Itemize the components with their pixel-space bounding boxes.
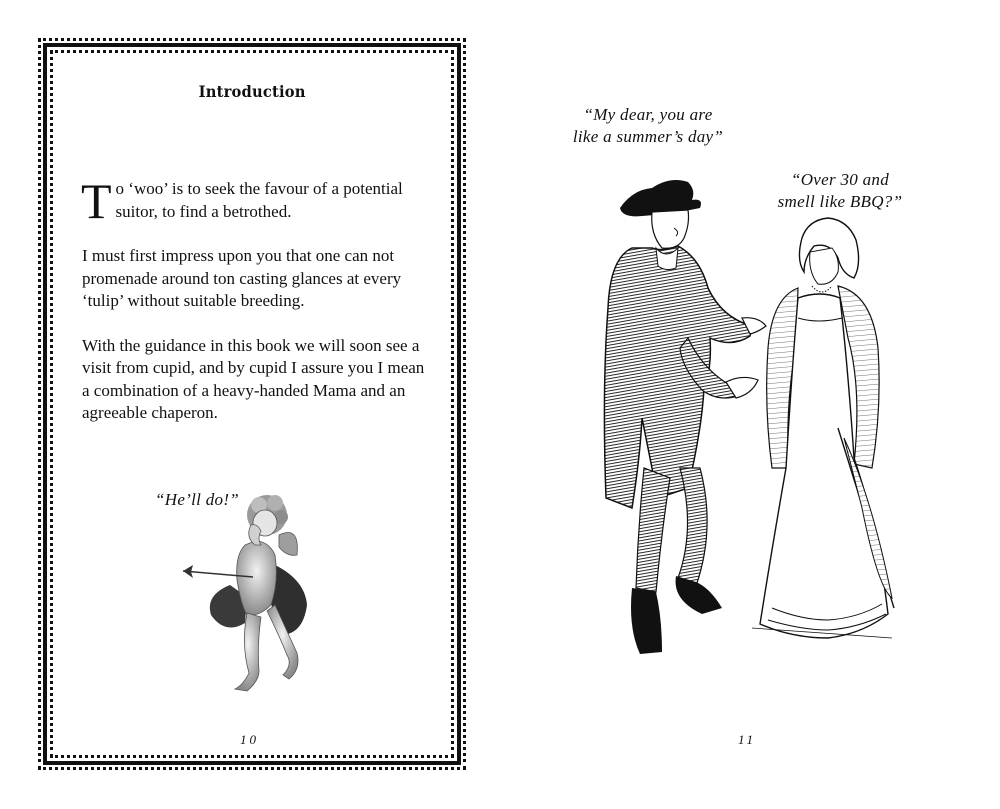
lady-quote-line-2: smell like BBQ?” <box>777 192 903 211</box>
cupid-caption: “He’ll do!” <box>155 490 240 509</box>
paragraph-1-text: o ‘woo’ is to seek the favour of a potential suitor, to find a betrothed. <box>115 179 403 221</box>
gentleman-quote-line-1: “My dear, you are <box>583 105 713 124</box>
paragraph-1 <box>81 173 427 229</box>
page-number-left: 10 <box>240 732 259 747</box>
left-page <box>50 50 454 758</box>
gentleman-quote <box>562 104 734 148</box>
page-title-text: Introduction <box>198 82 306 101</box>
lady-quote-line-1: “Over 30 and <box>790 170 890 189</box>
regency-couple-illustration <box>592 168 907 663</box>
drop-cap: T <box>81 173 112 229</box>
paragraph-3: With the guidance in this book we will soon see a visit from cupid, and by cupid I assure you I mean a combination of a heavy-handed Mama and an agreeable chaperon. <box>82 335 425 422</box>
page-title <box>50 82 454 101</box>
cupid-illustration <box>175 485 315 700</box>
intro-body <box>81 173 427 447</box>
page-number-right: 11 <box>738 732 757 747</box>
gentleman-quote-line-2: like a summer’s day” <box>572 127 724 146</box>
lady-figure <box>752 218 894 638</box>
gentleman-figure <box>604 180 766 654</box>
paragraph-2: I must first impress upon you that one can not promenade around ton casting glances at every ‘tulip’ without suitable breeding. <box>82 246 402 310</box>
